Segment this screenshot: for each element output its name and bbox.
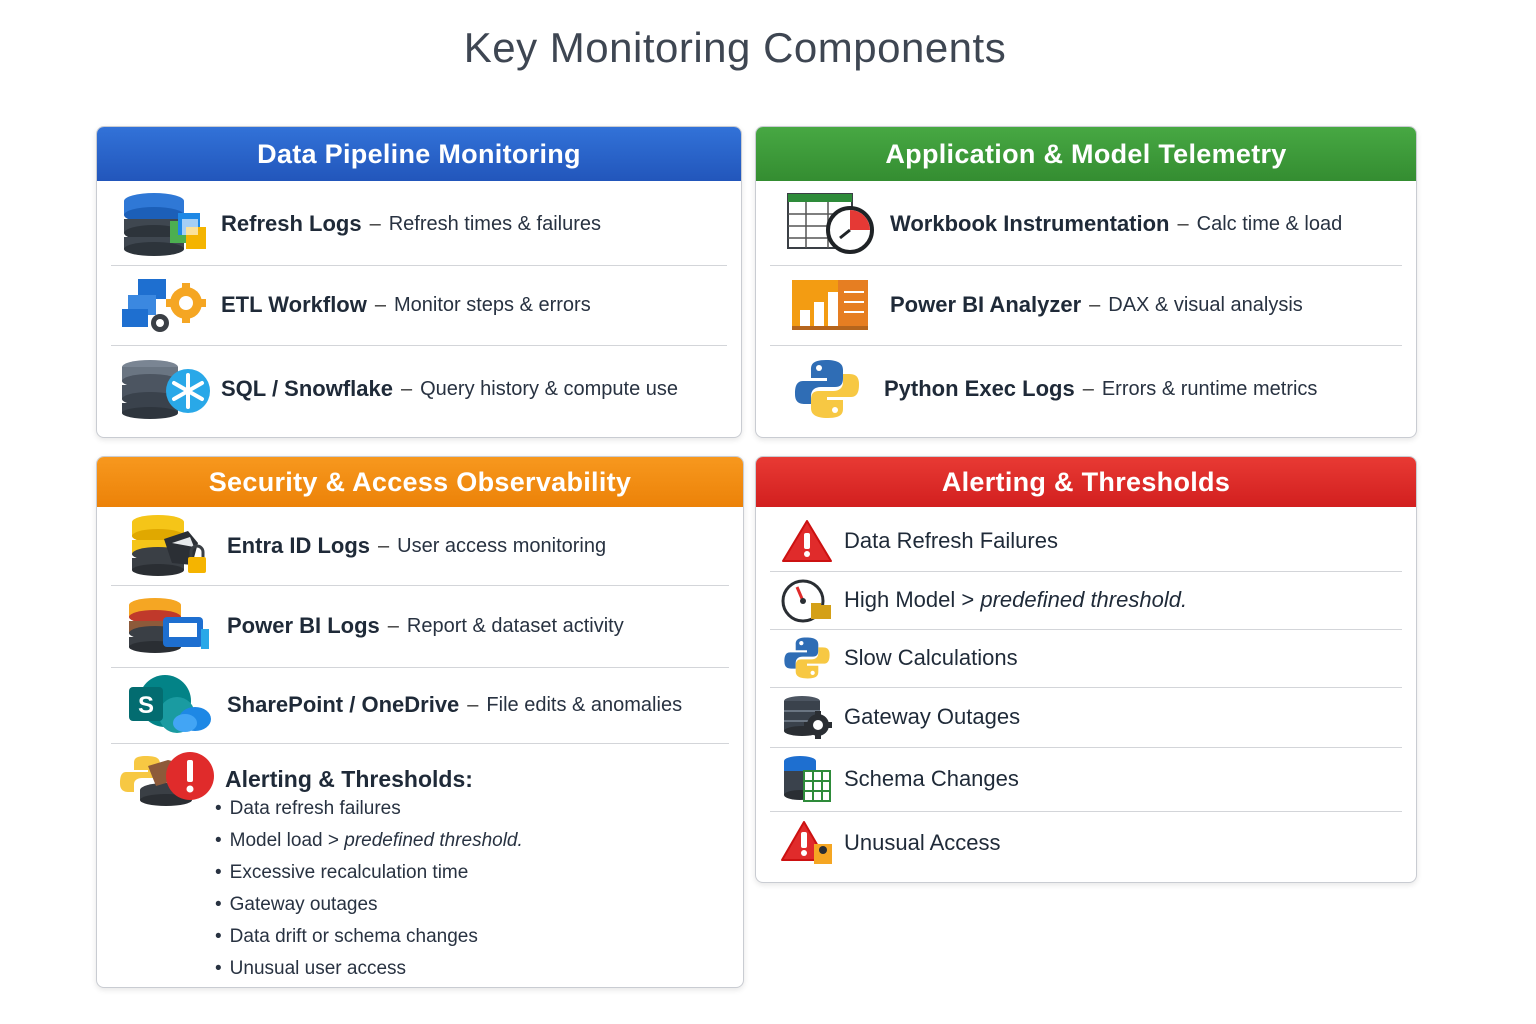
- bullet-item: • Data refresh failures: [215, 793, 523, 825]
- item-description: Refresh times & failures: [388, 212, 602, 235]
- sharepoint-onedrive-icon: [111, 671, 227, 739]
- python-icon: [770, 358, 884, 420]
- python-icon: [770, 636, 844, 680]
- etl-gear-icon: [111, 275, 221, 335]
- alert-label: Gateway Outages: [844, 704, 1021, 729]
- list-item: [770, 629, 1402, 688]
- list-item: [111, 585, 729, 668]
- item-title: SharePoint / OneDrive: [227, 692, 460, 717]
- alerting-bullet-list: [215, 793, 523, 985]
- database-gear-icon: [770, 695, 844, 739]
- panel-header: Security & Access Observability: [97, 457, 743, 507]
- item-dash: –: [378, 534, 390, 557]
- list-item: [770, 511, 1402, 572]
- security-panel: [96, 456, 744, 988]
- item-title: Python Exec Logs: [884, 376, 1075, 401]
- item-dash: –: [1082, 377, 1094, 400]
- item-title: Workbook Instrumentation: [890, 211, 1170, 236]
- list-item: [111, 183, 727, 266]
- item-dash: –: [467, 693, 479, 716]
- database-report-icon: [111, 597, 227, 655]
- database-windows-icon: [111, 191, 221, 257]
- list-item: [770, 265, 1402, 346]
- bullet-item: • Data drift or schema changes: [215, 921, 523, 953]
- database-grid-icon: [770, 755, 844, 803]
- item-title: Refresh Logs: [221, 211, 362, 236]
- list-item: [111, 345, 727, 433]
- alerting-panel: [755, 456, 1417, 883]
- item-title: Entra ID Logs: [227, 533, 371, 558]
- list-item: [770, 183, 1402, 266]
- bullet-item: • Model load > predefined threshold.: [215, 825, 523, 857]
- item-title: Power BI Logs: [227, 613, 380, 638]
- alert-label: Unusual Access: [844, 830, 1001, 855]
- item-description: Errors & runtime metrics: [1101, 377, 1318, 400]
- panel-header: Application & Model Telemetry: [756, 127, 1416, 181]
- item-dash: –: [387, 614, 399, 637]
- svg-text:S: S: [137, 692, 155, 719]
- bullet-item: • Gateway outages: [215, 889, 523, 921]
- item-title: ETL Workflow: [221, 292, 367, 317]
- item-dash: –: [400, 377, 413, 400]
- alert-label: Data Refresh Failures: [844, 528, 1058, 553]
- gauge-icon: [770, 577, 844, 623]
- bullet-item: • Unusual user access: [215, 953, 523, 985]
- alert-label: High Model > predefined threshold.: [844, 587, 1188, 612]
- list-item: [770, 811, 1402, 875]
- list-item: [770, 747, 1402, 812]
- list-item: [111, 507, 729, 586]
- item-dash: –: [374, 293, 386, 316]
- list-item: [111, 265, 727, 346]
- warning-user-icon: [770, 820, 844, 866]
- alert-python-database-icon: [111, 750, 225, 808]
- snowflake-database-icon: [111, 359, 221, 419]
- item-title: SQL / Snowflake: [221, 376, 393, 401]
- item-description: Monitor steps & errors: [393, 293, 591, 316]
- bullet-item: • Excessive recalculation time: [215, 857, 523, 889]
- telemetry-panel: [755, 126, 1417, 438]
- alert-label: Slow Calculations: [844, 645, 1018, 670]
- item-description: User access monitoring: [397, 534, 607, 557]
- item-description: DAX & visual analysis: [1108, 293, 1303, 316]
- data-pipeline-panel: [96, 126, 742, 438]
- list-item: [770, 345, 1402, 433]
- bar-chart-icon: [770, 278, 890, 332]
- page-title: Key Monitoring Components: [463, 24, 1007, 71]
- item-title: Power BI Analyzer: [890, 292, 1082, 317]
- item-dash: –: [1089, 293, 1101, 316]
- item-dash: –: [369, 212, 381, 235]
- item-dash: –: [1177, 212, 1189, 235]
- item-description: Calc time & load: [1196, 212, 1343, 235]
- database-lock-icon: [111, 513, 227, 579]
- item-description: Query history & compute use: [420, 377, 678, 400]
- item-description: File edits & anomalies: [486, 693, 683, 716]
- warning-triangle-icon: [770, 519, 844, 563]
- list-item: [770, 687, 1402, 748]
- panel-header: Data Pipeline Monitoring: [97, 127, 741, 181]
- alert-label: Schema Changes: [844, 766, 1019, 791]
- item-description: Report & dataset activity: [406, 614, 624, 637]
- list-item: [770, 571, 1402, 630]
- spreadsheet-clock-icon: [770, 192, 890, 256]
- alerting-summary-title: Alerting & Thresholds:: [225, 765, 473, 792]
- list-item: [111, 667, 729, 744]
- panel-header: Alerting & Thresholds: [756, 457, 1416, 507]
